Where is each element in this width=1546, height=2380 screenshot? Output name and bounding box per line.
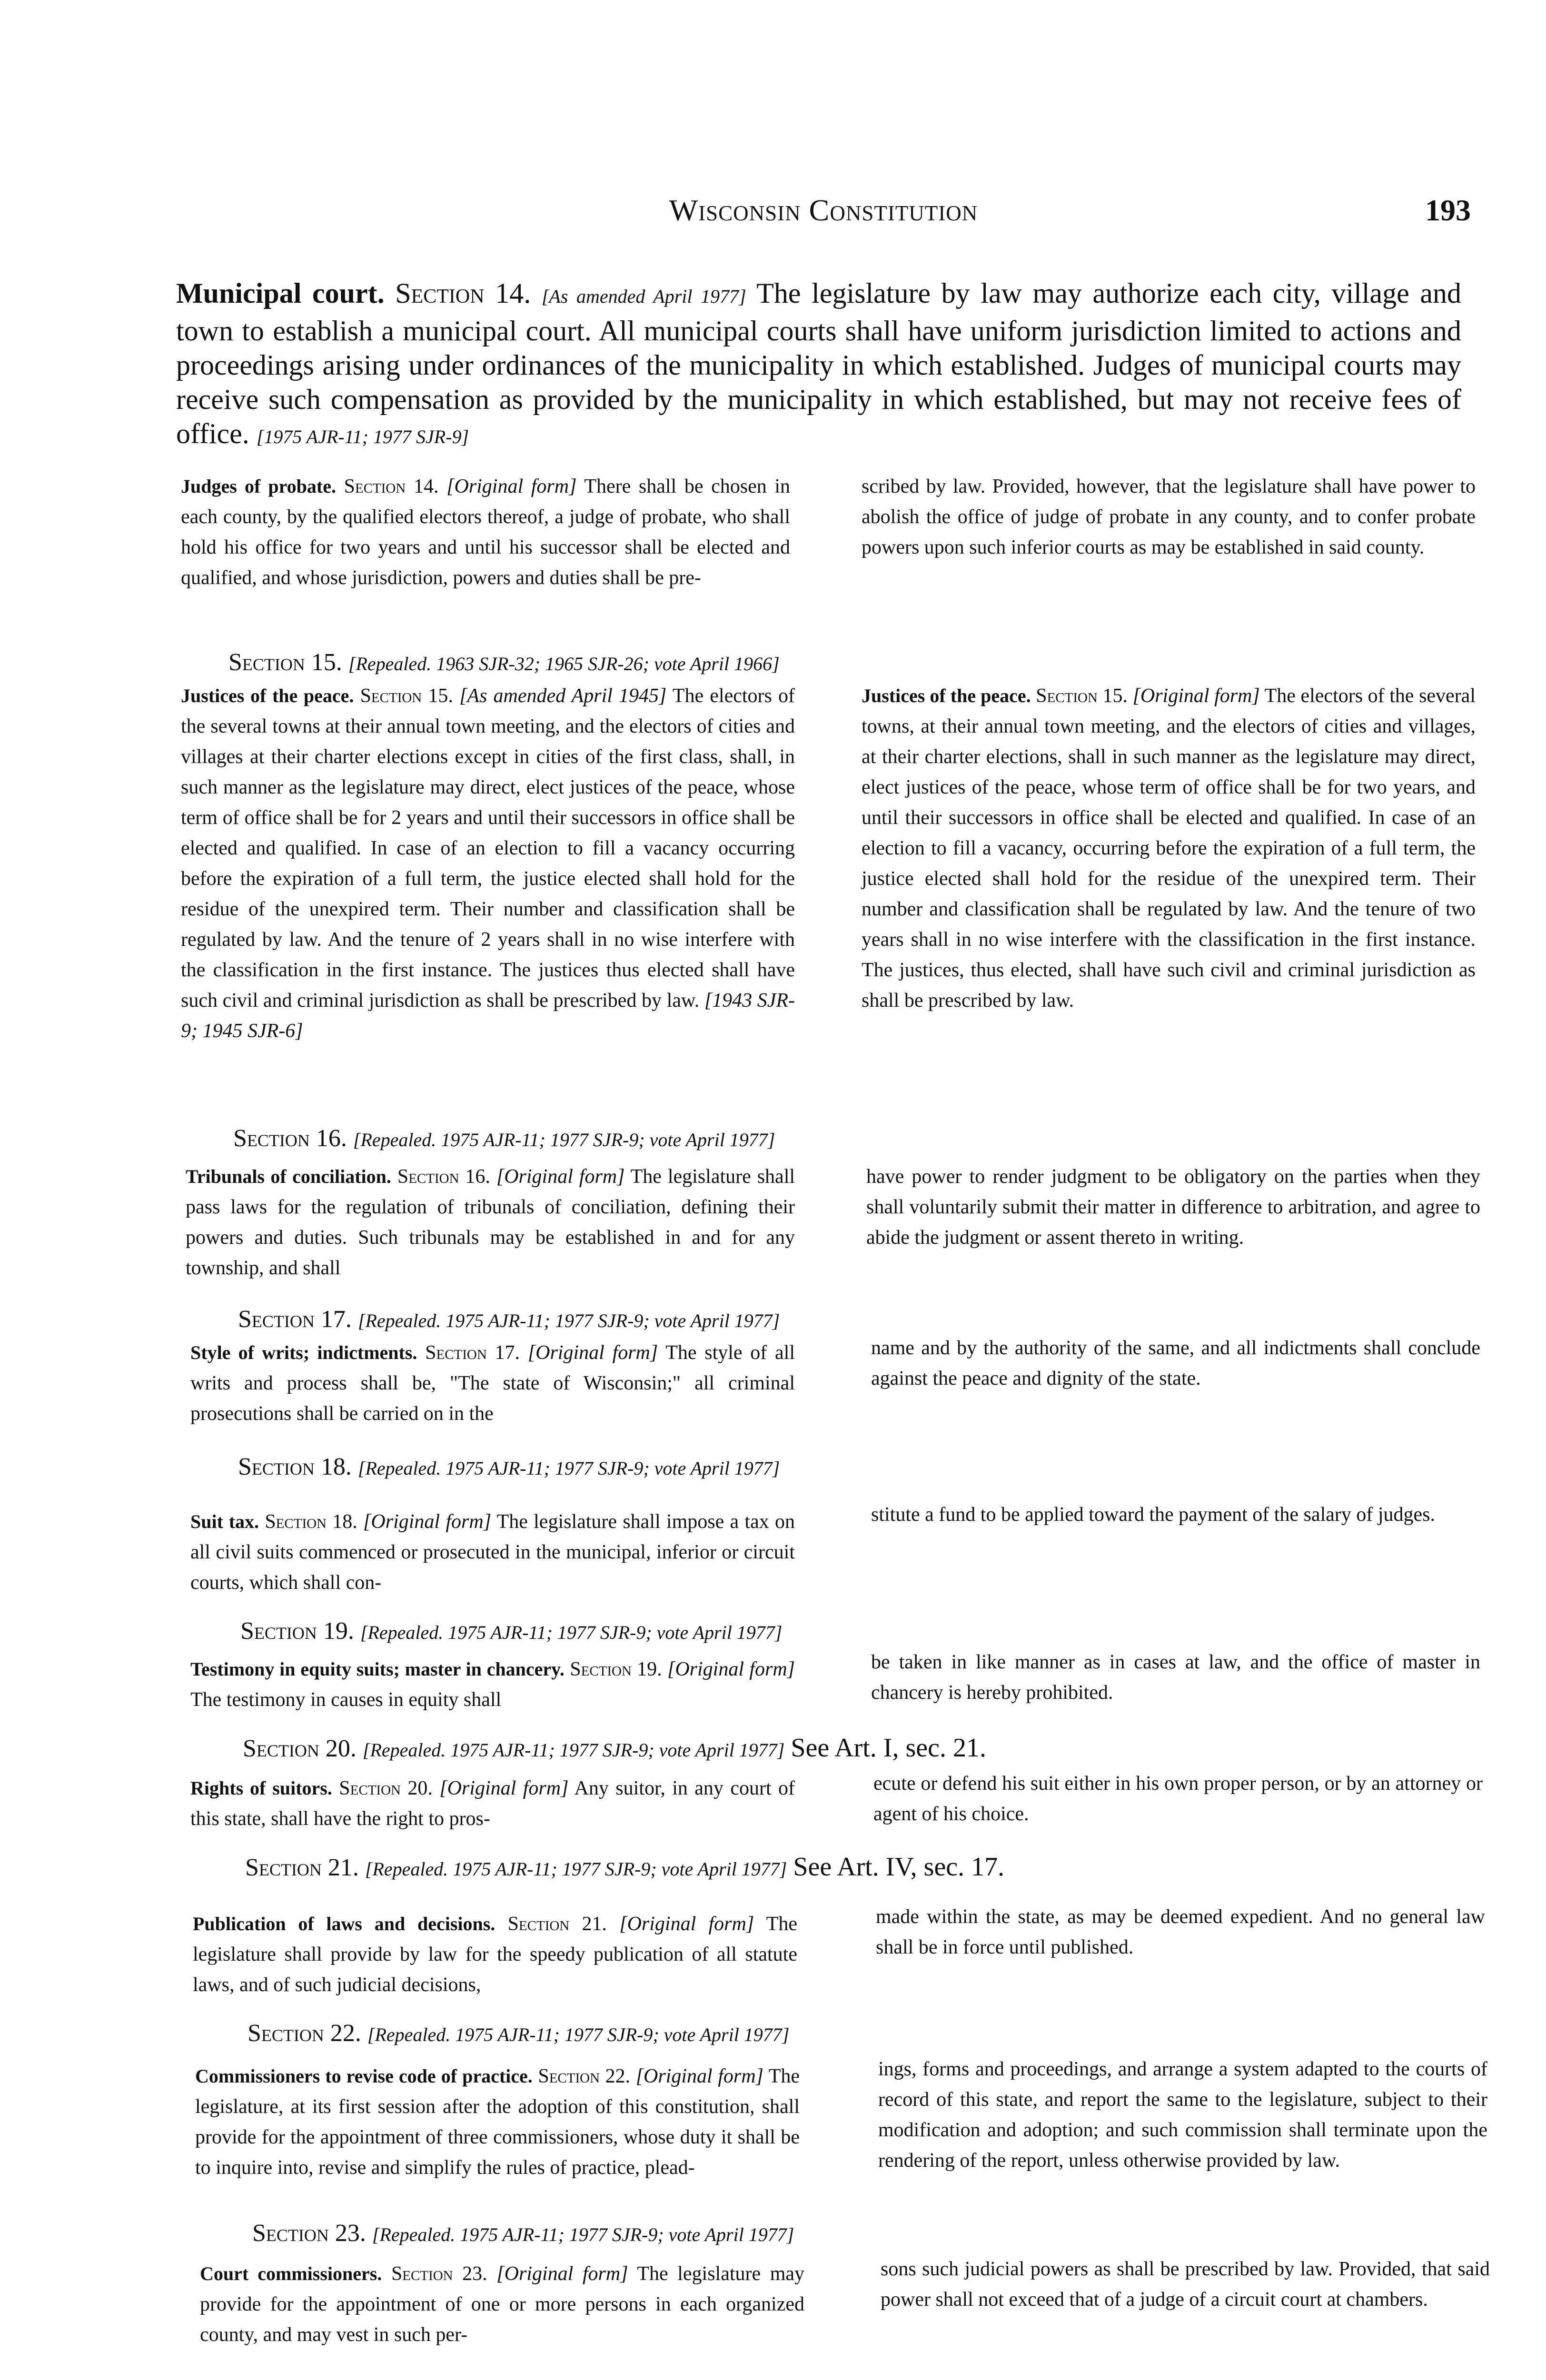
- section-23-heading: [252, 2218, 794, 2250]
- section-label: Section 23.: [252, 2220, 366, 2247]
- section-label: Section 14.: [344, 476, 439, 497]
- section-label: Section 16.: [397, 1166, 490, 1188]
- section-label: Section 15.: [1036, 685, 1128, 707]
- section-text: The legislature, at its first session after the adoption of this constitution, shall provide for the appointment of three commissioners, whose duty it shall be to inquire into, revise and simplify the rules of practice, plead-: [195, 2065, 800, 2179]
- section-18-heading: [238, 1452, 780, 1484]
- section-text: sons such judicial powers as shall be prescribed by law. Provided, that said power shall not exceed that of a judge of a circuit court at chambers.: [881, 2258, 1490, 2311]
- writs-right: [871, 1333, 1480, 1394]
- section-text: The electors of the several towns, at their annual town meeting, and the electors of cities and villages, at their charter elections, shall in such manner as the legislature may direct, elect justices of the peace, whose term of office shall be for two years, and until their successors in office shall be elected and qualified. In case of an election to fill a vacancy, occurring before the expiration of a full term, the justice elected shall hold for the residue of the unexpired term. Their number and classification shall be regulated by law. And the tenure of two years shall in no wise interfere with the classification in the first instance. The justices, thus elected, shall have such civil and criminal jurisdiction as shall be prescribed by law.: [862, 685, 1476, 1012]
- section-label: Section 22.: [538, 2065, 631, 2087]
- section-text: be taken in like manner as in cases at law, and the office of master in chancery is hereby prohibited.: [871, 1651, 1480, 1704]
- repeal-note: [Repealed. 1963 SJR-32; 1965 SJR-26; vote April 1966]: [348, 653, 780, 674]
- section-text: ecute or defend his suit either in his own proper person, or by an attorney or agent of his choice.: [873, 1773, 1483, 1825]
- municipal-court-paragraph: [176, 276, 1461, 454]
- form-note: [Original form]: [619, 1913, 754, 1935]
- section-text: Any suitor, in any court of this state, shall have the right to pros-: [190, 1777, 795, 1830]
- section-label: Section 19.: [240, 1617, 354, 1645]
- tribunals-right: [866, 1161, 1480, 1253]
- section-caption: Municipal court.: [176, 278, 385, 309]
- suit-tax-right: [871, 1499, 1480, 1530]
- repeal-note: [Repealed. 1975 AJR-11; 1977 SJR-9; vote April 1977]: [372, 2224, 794, 2245]
- amendment-note: [As amended April 1977]: [541, 286, 746, 307]
- section-caption: Style of writs; indictments.: [190, 1342, 417, 1363]
- section-caption: Commissioners to revise code of practice.: [195, 2065, 533, 2087]
- page-number: 193: [1425, 193, 1471, 227]
- section-label: Section 18.: [265, 1511, 357, 1533]
- form-note: [Original form]: [1132, 685, 1260, 707]
- repeal-note: [Repealed. 1975 AJR-11; 1977 SJR-9; vote April 1977]: [353, 1129, 775, 1150]
- section-caption: Publication of laws and decisions.: [193, 1913, 496, 1934]
- section-text: The testimony in causes in equity shall: [190, 1689, 502, 1711]
- section-text: The legislature may provide for the appointment of one or more persons in each organized county, and may vest in such per-: [200, 2263, 805, 2346]
- repeal-note: [Repealed. 1975 AJR-11; 1977 SJR-9; vote April 1977]: [367, 2024, 790, 2045]
- section-text: The legislature shall provide by law for the speedy publication of all statute laws, and of such judicial decisions,: [193, 1913, 797, 1996]
- section-text: There shall be chosen in each county, by the qualified electors thereof, a judge of probate, who shall hold his office for two years and until his successor shall be elected and qualified, and whose jurisdiction, powers and duties shall be pre-: [181, 476, 791, 589]
- suitors-left: [190, 1773, 795, 1834]
- repeal-note: [Repealed. 1975 AJR-11; 1977 SJR-9; vote April 1977]: [362, 1739, 785, 1761]
- section-caption: Court commissioners.: [200, 2263, 382, 2284]
- publication-right: [876, 1902, 1485, 1963]
- form-note: [As amended April 1945]: [459, 685, 667, 707]
- section-caption: Judges of probate.: [181, 476, 336, 497]
- section-label: Section 17.: [425, 1342, 520, 1364]
- section-label: Section 20.: [339, 1777, 433, 1799]
- section-text: made within the state, as may be deemed expedient. And no general law shall be in force until published.: [876, 1906, 1485, 1958]
- section-label: Section 15.: [360, 685, 453, 707]
- section-text: scribed by law. Provided, however, that the legislature shall have power to abolish the office of judge of probate in any county, and to confer probate powers upon such inferior courts as may be established in said county.: [862, 476, 1476, 558]
- cross-reference: See Art. IV, sec. 17.: [793, 1852, 1005, 1882]
- section-20-heading: [243, 1733, 986, 1765]
- section-label: Section 14.: [395, 278, 531, 309]
- section-17-heading: [238, 1304, 780, 1336]
- court-commissioners-left: [200, 2259, 804, 2350]
- section-22-heading: [248, 2018, 789, 2050]
- citation: [1975 AJR-11; 1977 SJR-9]: [256, 426, 469, 447]
- form-note: [Original form]: [496, 1166, 625, 1188]
- section-label: Section 21.: [245, 1854, 359, 1881]
- section-text: stitute a fund to be applied toward the payment of the salary of judges.: [871, 1504, 1436, 1526]
- suit-tax-left: [190, 1507, 795, 1598]
- tribunals-left: [186, 1161, 795, 1283]
- section-19-heading: [240, 1616, 782, 1648]
- section-caption: Justices of the peace.: [181, 685, 354, 706]
- section-label: Section 22.: [248, 2020, 361, 2047]
- section-text: The legislature shall pass laws for the regulation of tribunals of conciliation, defining their powers and duties. Such tribunals may be established in and for any township, and shall: [186, 1166, 795, 1279]
- repeal-note: [Repealed. 1975 AJR-11; 1977 SJR-9; vote April 1977]: [357, 1458, 780, 1479]
- cross-reference: See Art. I, sec. 21.: [791, 1733, 986, 1763]
- section-text: The legislature shall impose a tax on all civil suits commenced or prosecuted in the municipal, inferior or circuit courts, which shall con-: [190, 1511, 795, 1594]
- section-label: Section 16.: [233, 1125, 347, 1152]
- section-text: ings, forms and proceedings, and arrange a system adapted to the courts of record of this state, and report the same to the legislature, subject to their modification and adoption; and such commission shall terminate upon the rendering of the report, unless otherwise provided by law.: [878, 2058, 1487, 2172]
- justices-peace-amended: [181, 681, 795, 1046]
- section-text: name and by the authority of the same, and all indictments shall conclude against the peace and dignity of the state.: [871, 1337, 1480, 1389]
- form-note: [Original form]: [496, 2263, 628, 2285]
- commissioners-right: [878, 2054, 1487, 2176]
- section-text: The style of all writs and process shall be, "The state of Wisconsin;" all criminal prosecutions shall be carried on in the: [190, 1342, 795, 1425]
- court-commissioners-right: [881, 2254, 1490, 2315]
- form-note: [Original form]: [635, 2065, 763, 2087]
- publication-left: [193, 1909, 797, 2000]
- section-caption: Tribunals of conciliation.: [186, 1166, 391, 1187]
- section-21-heading: [245, 1852, 1004, 1884]
- section-label: Section 20.: [243, 1735, 357, 1762]
- section-caption: Justices of the peace.: [862, 685, 1031, 706]
- section-text: have power to render judgment to be obligatory on the parties when they shall voluntarily submit their matter in difference to arbitration, and agree to abide the judgment or assent thereto in writing.: [866, 1166, 1480, 1249]
- citation: [1943 SJR-9; 1945 SJR-6]: [181, 990, 795, 1042]
- equity-left: [190, 1654, 795, 1715]
- section-caption: Suit tax.: [190, 1511, 259, 1532]
- form-note: [Original form]: [439, 1777, 569, 1799]
- section-label: Section 18.: [238, 1453, 352, 1480]
- section-text: The legislature by law may authorize each city, village and town to establish a municipal court. All municipal courts shall have uniform jurisdiction limited to actions and proceedings arising under ordinances of the municipality in which established. Judges of municipal courts may receive such compensation as provided by the municipality in which established, but may not receive fees of office.: [176, 278, 1462, 449]
- form-note: [Original form]: [446, 476, 577, 497]
- equity-right: [871, 1647, 1480, 1708]
- form-note: [Original form]: [527, 1342, 658, 1364]
- running-head: [176, 193, 1471, 236]
- writs-left: [190, 1338, 795, 1429]
- form-note: [Original form]: [667, 1658, 795, 1680]
- section-caption: Rights of suitors.: [190, 1777, 332, 1799]
- repeal-note: [Repealed. 1975 AJR-11; 1977 SJR-9; vote April 1977]: [357, 1310, 780, 1331]
- suitors-right: [873, 1768, 1483, 1829]
- section-text: The electors of the several towns at their annual town meeting, and the electors of cities and villages at their charter elections except in cities of the first class, shall, in such manner as the legislature may direct, elect justices of the peace, whose term of office shall be for 2 years and until their successors in office shall be elected and qualified. In case of an election to fill a vacancy occurring before the expiration of a full term, the justice elected shall hold for the residue of the unexpired term. Their number and classification shall be regulated by law. And the tenure of 2 years shall in no wise interfere with the classification in the first instance. The justices thus elected shall have such civil and criminal jurisdiction as shall be prescribed by law.: [181, 685, 795, 1012]
- form-note: [Original form]: [363, 1511, 492, 1533]
- section-label: Section 15.: [228, 649, 342, 676]
- section-16-heading: [233, 1123, 775, 1155]
- judges-probate-left: [181, 471, 790, 593]
- section-label: Section 17.: [238, 1306, 352, 1333]
- section-caption: Testimony in equity suits; master in chancery.: [190, 1658, 565, 1680]
- repeal-note: [Repealed. 1975 AJR-11; 1977 SJR-9; vote April 1977]: [360, 1622, 783, 1643]
- section-label: Section 19.: [570, 1658, 662, 1680]
- section-label: Section 21.: [507, 1913, 607, 1935]
- justices-peace-original: [862, 681, 1476, 1016]
- commissioners-left: [195, 2061, 800, 2183]
- page-title: Wisconsin Constitution: [669, 193, 978, 227]
- repeal-note: [Repealed. 1975 AJR-11; 1977 SJR-9; vote April 1977]: [365, 1858, 787, 1880]
- judges-probate-right: [862, 471, 1476, 563]
- section-15-heading: [228, 647, 780, 679]
- section-label: Section 23.: [391, 2263, 487, 2285]
